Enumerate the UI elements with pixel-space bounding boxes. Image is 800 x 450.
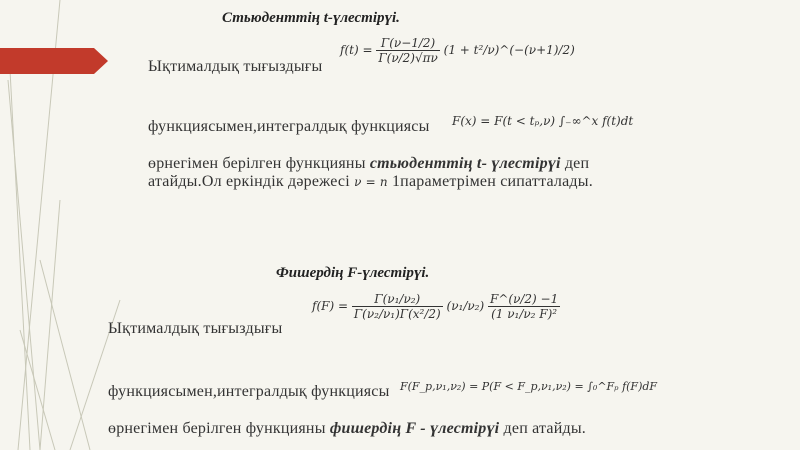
fisher-title: Фишердің F-үлестірүі. [276,265,430,281]
student-integral-label: функциясымен,интегралдық функциясы [148,118,430,135]
fisher-integral-label: функциясымен,интегралдық функциясы [108,383,390,400]
student-distribution-name: стьюденттің t- үлестірүі [369,155,561,172]
student-integral-formula: F(x) = F(t < tₚ,ν) ∫₋∞^x f(t)dt [452,114,634,128]
student-title: Стьюденттің t-үлестірүі. [222,10,400,26]
student-sentence-2: атайды.Ол еркіндік дәрежесі ν = n 1параметрімен сипатталады. [148,173,593,190]
fisher-density-formula: f(F) = $\frac{\text{Γ(ν₁/ν₂)}}{\text{Γ(ν₂/ν₁)Γ(x²/2)}}$ (ν₁/ν₂) $\frac{F\^{}(\nu/2) -1}{\text{(1 ν₁/ν₂ F)²}}$ [312,292,559,321]
fisher-density-label: Ықтималдық тығыздығы [108,320,283,337]
fisher-integral-formula: F(F_p,ν₁,ν₂) = P(F < F_p,ν₁,ν₂) = ∫₀^Fₚ f(F)dF [400,380,658,393]
student-density-formula: f(t) = $\frac{\Gamma(\nu-1/2)}{\Gamma(\nu/2)√\pi\nu}$ (1 + t²/ν)^(−(ν+1)/2) [340,36,575,65]
student-sentence-1: өрнегімен берілген функцияны стьюденттің t- үлестірүі деп [148,155,590,172]
fisher-distribution-name: фишердің F - үлестірүі [329,420,500,437]
accent-tab [0,48,94,74]
student-density-label: Ықтималдық тығыздығы [148,58,323,75]
fisher-sentence: өрнегімен берілген функцияны фишердің F - үлестірүі деп атайды. [108,420,586,437]
